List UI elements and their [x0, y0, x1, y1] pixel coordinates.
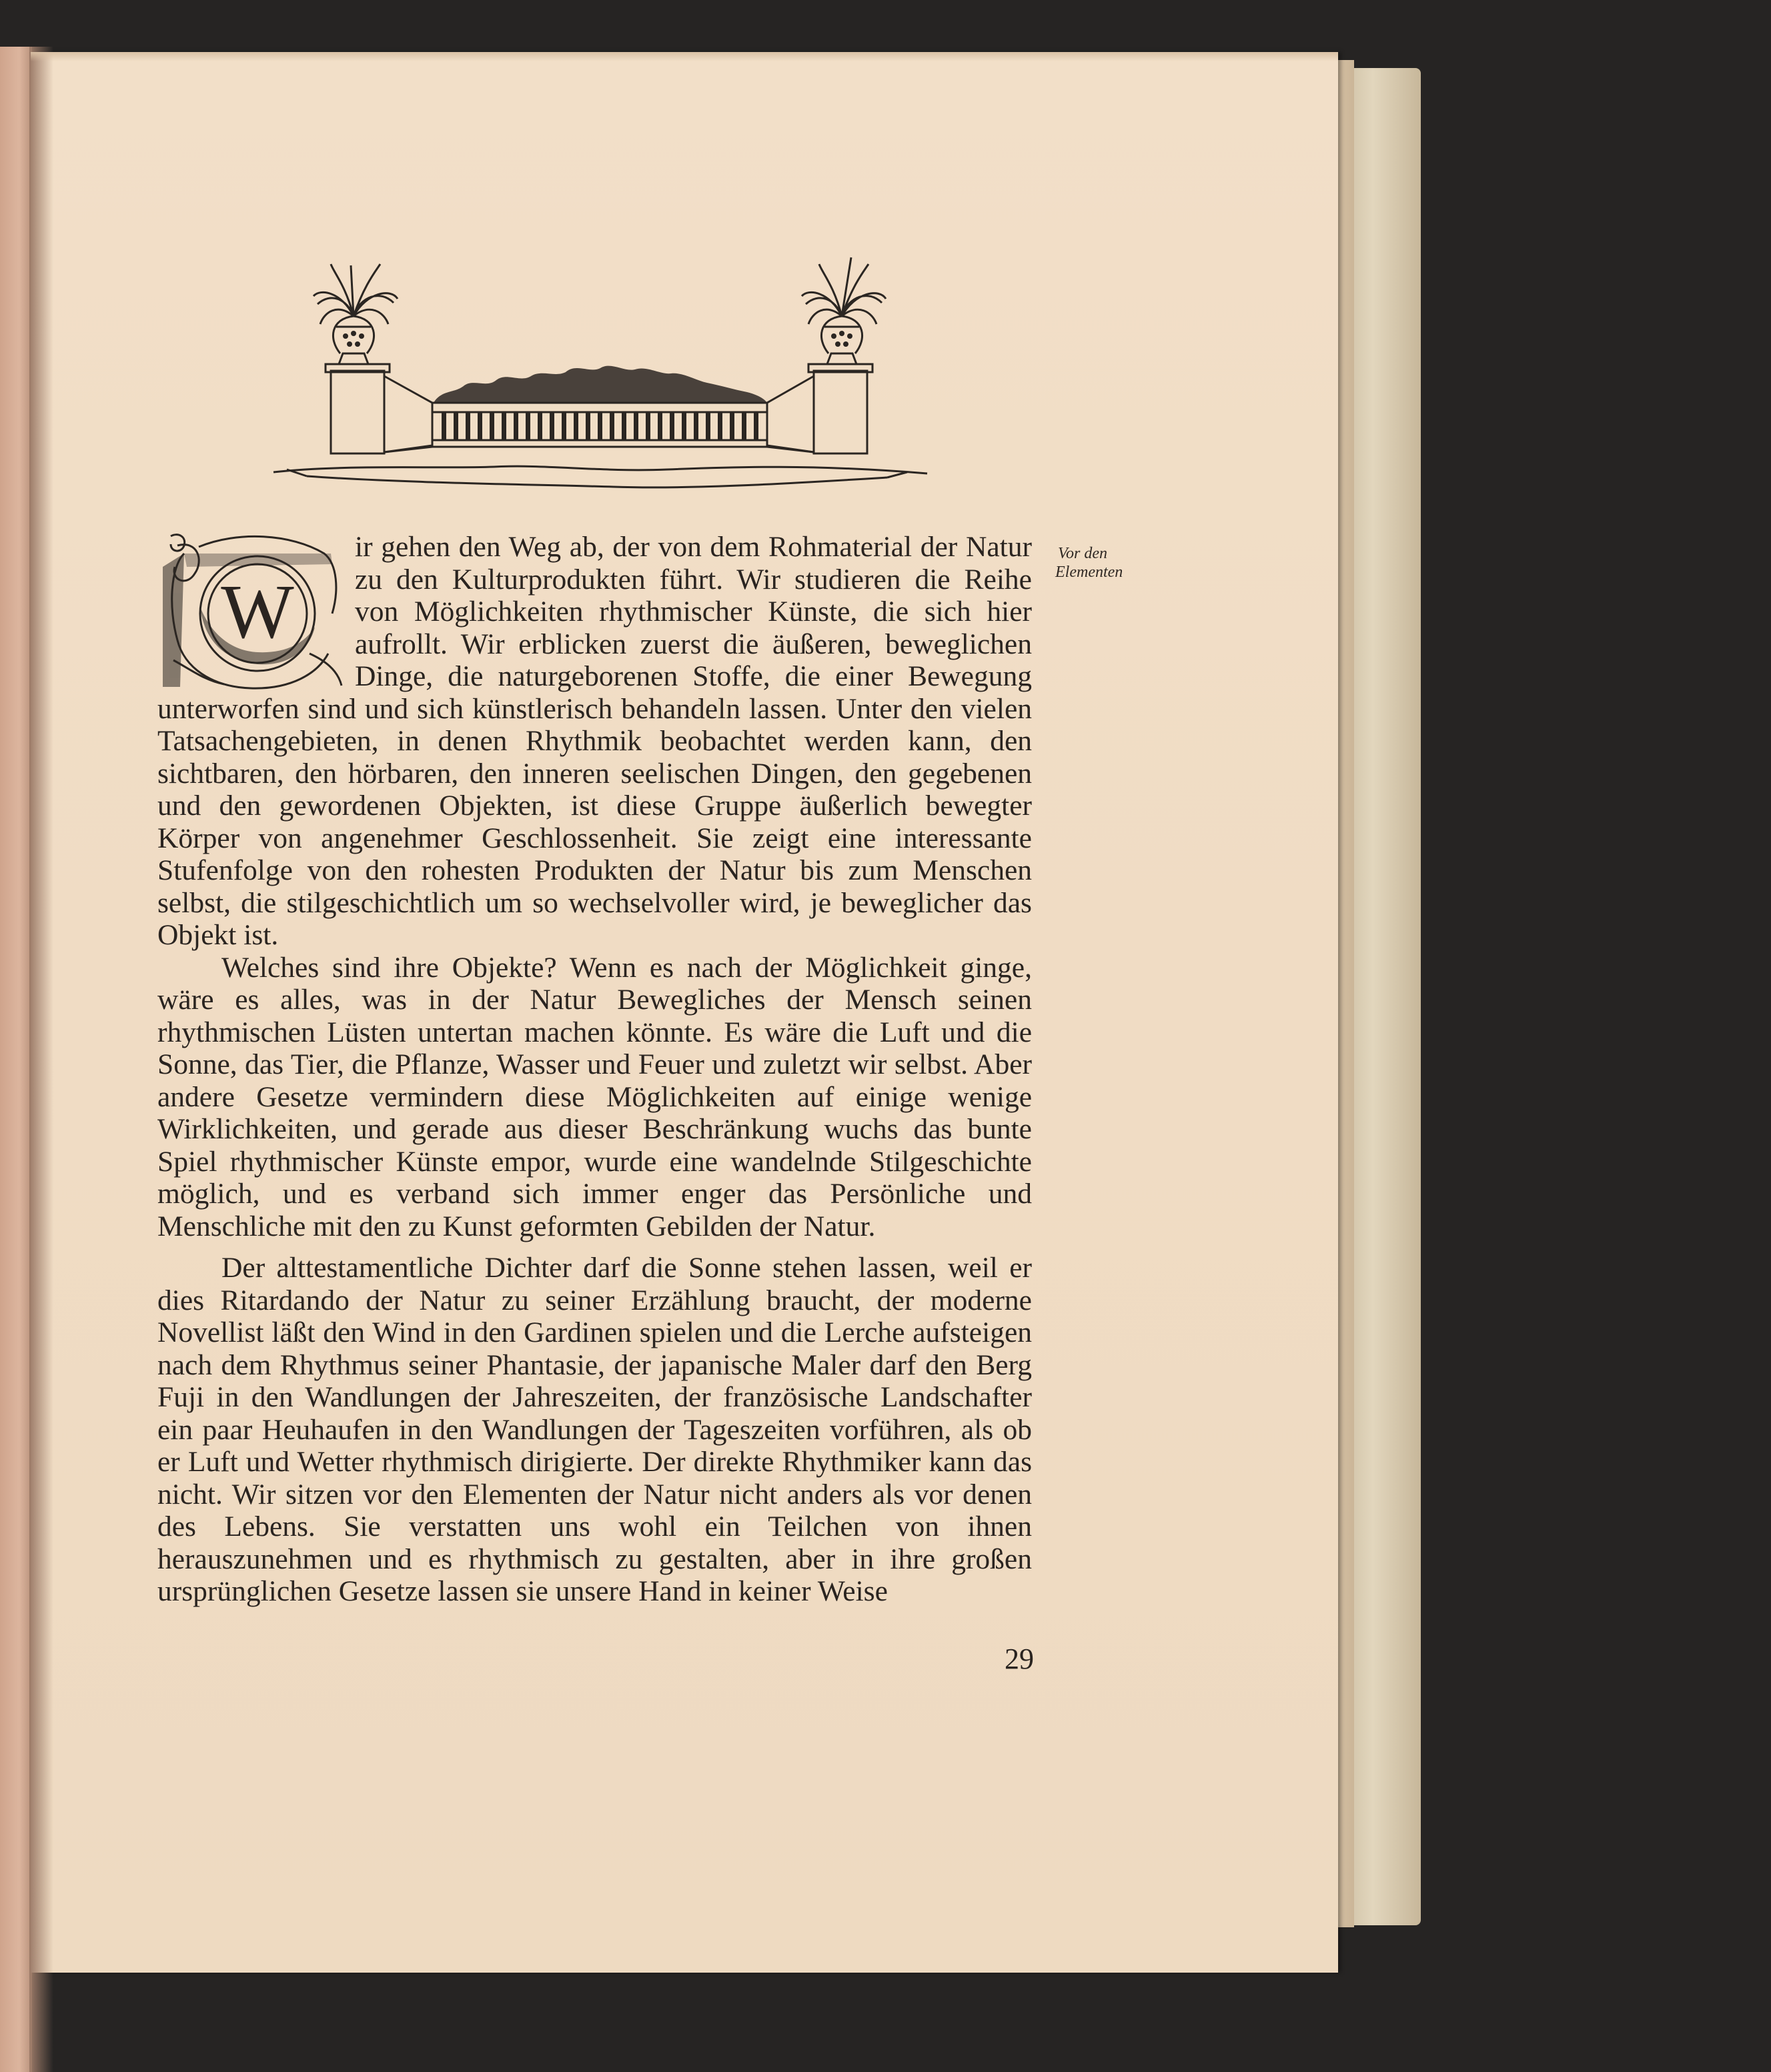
paragraph-1: ir gehen den Weg ab, der von dem Rohmaterial der Natur zu den Kulturprodukten führt. Wir studieren die Reihe von Möglichkeiten rhythmischer Künste, die sich hier aufrollt. Wir erblicken zuerst die äußeren, beweglichen Dinge, die naturgeborenen Stoffe, die einer Bewegung unterworfen sind und sich künstlerisch behandeln lassen. Unter den vielen Tatsachengebieten, in denen Rhythmik beobachtet werden kann, den sichtbaren, den hörbaren, den inneren seelischen Dingen, den gegebenen und den gewordenen Objekten, ist diese Gruppe äußerlich bewegter Körper von angenehmer Geschlossenheit. Sie zeigt eine interessante Stufenfolge von den rohesten Produkten der Natur bis zum Menschen selbst, die stilgeschichtlich um so wechselvoller wird, je beweglicher das Objekt ist.: [157, 531, 1032, 951]
margin-note: [1055, 544, 1162, 582]
balustrade-vignette-illustration: [267, 252, 934, 499]
body-text: [157, 531, 1032, 1608]
spine-shadow: [29, 47, 53, 2072]
paragraph-2: Welches sind ihre Objekte? Wenn es nach der Möglichkeit ginge, wäre es alles, was in der Natur Bewegliches der Mensch seinen rhythmischen Lüsten untertan machen könnte. Es wäre die Luft und die Sonne, das Tier, die Pflanze, Wasser und Feuer und zuletzt wir selbst. Aber andere Gesetze vermindern diese Möglichkeiten auf einige wenige Wirklichkeiten, und gerade aus dieser Beschränkung wuchs das bunte Spiel rhythmischer Künste empor, wurde eine wandelnde Stilgeschichte möglich, und es verband sich immer enger das Persönliche und Menschliche mit den zu Kunst geformten Gebilden der Natur.: [157, 951, 1032, 1242]
left-page-strip: [0, 47, 32, 2072]
margin-note-line-1: Vor den: [1058, 545, 1107, 562]
margin-note-line-2: Elementen: [1055, 564, 1123, 581]
paragraph-3: Der alttestamentliche Dichter darf die Sonne stehen lassen, weil er dies Ritardando der Natur zu seiner Erzählung braucht, der moderne Novellist läßt den Wind in den Gardinen spielen und die Lerche aufsteigen nach dem Rhythmus seiner Phantasie, der japanische Maler darf den Berg Fuji in den Wandlungen der Jahreszeiten, der französische Landschafter ein paar Heuhaufen in den Wandlungen der Tageszeiten vorführen, als ob er Luft und Wetter rhythmisch dirigierte. Der direkte Rhythmiker kann das nicht. Wir sitzen vor den Elementen der Natur nicht anders als vor denen des Lebens. Sie verstatten uns wohl ein Teilchen von ihnen herauszunehmen und es rhythmisch zu gestalten, aber in ihre großen ursprünglichen Gesetze lassen sie unsere Hand in keiner Weise: [157, 1252, 1032, 1607]
page-top-edge: [31, 52, 1338, 61]
page-number: 29: [1005, 1643, 1034, 1675]
drop-cap-letter: W: [221, 570, 294, 655]
